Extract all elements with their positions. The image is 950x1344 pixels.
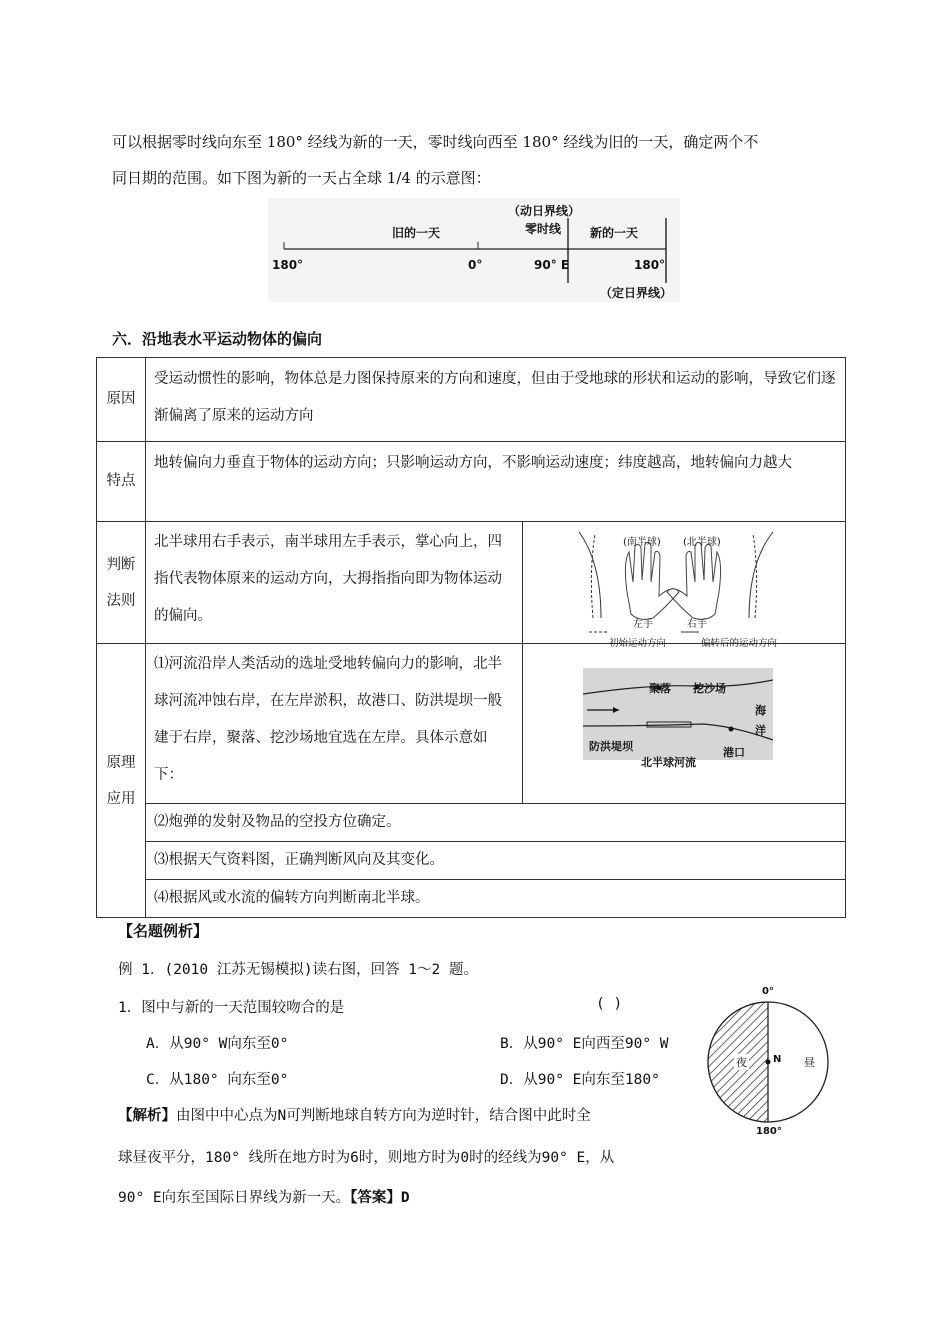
river-figure <box>523 644 833 802</box>
tick-180-right: 180° <box>634 258 666 272</box>
app-2: ⑵炮弹的发射及物品的空投方位确定。 <box>146 804 846 842</box>
option-d: D．从90° E向东至180° <box>500 1072 660 1088</box>
example-intro: 例 1．(2010 江苏无锡模拟)读右图，回答 1～2 题。 <box>118 962 478 978</box>
river-label: 北半球河流 <box>641 756 696 769</box>
initial-direction-label: 初始运动方向 <box>609 638 667 649</box>
analysis-line-2: 球昼夜平分，180° 线所在地方时为6时，则地方时为0时的经线为90° E，从 <box>118 1150 615 1166</box>
analysis-line-3 <box>118 1186 410 1207</box>
sea-label-1: 海 <box>755 704 766 717</box>
sand-label: 挖沙场 <box>693 682 726 695</box>
deflected-direction-label: 偏转后的运动方向 <box>701 638 778 649</box>
analysis-text-1: 由图中中心点为N可判断地球自转方向为逆时针，结合图中此时全 <box>176 1108 591 1124</box>
answer-text: 【答案】D <box>350 1190 410 1206</box>
row-label: 原因 <box>97 358 146 442</box>
river-map <box>583 668 773 769</box>
example-heading: 【名题例析】 <box>118 922 209 940</box>
globe-bottom-label: 180° <box>756 1126 782 1137</box>
hands-figure-cell <box>523 522 846 649</box>
table-row <box>97 880 846 918</box>
right-hand-label: 右手 <box>687 619 707 630</box>
north-label: (北半球) <box>683 537 721 548</box>
row-label <box>97 522 146 644</box>
sea-label-2: 洋 <box>755 724 766 737</box>
row-text: 受运动惯性的影响，物体总是力图保持原来的方向和速度，但由于受地球的形状和运动的影响，导致它们逐渐偏离了原来的运动方向 <box>146 358 846 442</box>
south-label: (南半球) <box>623 537 661 548</box>
settlement-label: 聚落 <box>649 682 671 695</box>
app-4: ⑷根据风或水流的偏转方向判断南北半球。 <box>146 880 846 918</box>
north-pole-dot <box>766 1060 771 1065</box>
new-day-label: 新的一天 <box>590 226 639 240</box>
table-row <box>97 522 846 644</box>
hands-svg <box>523 522 833 640</box>
table-row <box>97 644 846 804</box>
globe-top-label: 0° <box>762 986 774 997</box>
old-day-label: 旧的一天 <box>392 226 441 240</box>
tick-180-left: 180° <box>272 258 304 272</box>
answer-paren: ( ) <box>596 996 623 1012</box>
row-text: 地转偏向力垂直于物体的运动方向；只影响运动方向，不影响运动速度；纬度越高，地转偏向力越大 <box>146 442 846 522</box>
globe-svg <box>700 990 840 1140</box>
river-figure-cell <box>523 644 846 804</box>
section-title: 六．沿地表水平运动物体的偏向 <box>112 330 323 348</box>
tick-90e: 90° E <box>534 258 570 272</box>
app-3: ⑶根据天气资料图，正确判断风向及其变化。 <box>146 842 846 880</box>
option-b: B．从90° E向西至90° W <box>500 1036 669 1052</box>
zero-line-label: 零时线 <box>525 222 562 236</box>
south-initial-arrow <box>591 534 595 618</box>
option-c: C．从180° 向东至0° <box>146 1072 289 1088</box>
row-label <box>97 644 146 918</box>
intro-line-2: 同日期的范围。如下图为新的一天占全球 1/4 的示意图： <box>112 169 491 187</box>
north-deflect-arrow <box>749 532 773 618</box>
port-dot <box>729 727 734 732</box>
analysis-tag: 【解析】 <box>118 1108 176 1124</box>
option-a: A．从90° W向东至0° <box>146 1036 289 1052</box>
deflection-table <box>96 357 846 918</box>
south-deflect-arrow <box>579 532 601 618</box>
table-row <box>97 442 846 522</box>
table-row <box>97 804 846 842</box>
tick-0: 0° <box>468 258 483 272</box>
hands-figure <box>523 522 833 649</box>
fixed-label: （定日界线） <box>600 286 673 300</box>
intro-line-1: 可以根据零时线向东至 180° 经线为新的一天，零时线向西至 180° 经线为旧的一天，确定两个不 <box>112 133 759 151</box>
dateline-diagram <box>268 198 680 302</box>
row-text: ⑴河流沿岸人类活动的选址受地转偏向力的影响，北半球河流冲蚀右岸，在左岸淤积，故港口、防洪堤坝一般建于右岸，聚落、挖沙场地宜选在左岸。具体示意如下： <box>146 644 523 804</box>
port-label: 港口 <box>723 746 745 759</box>
left-hand-label: 左手 <box>633 619 653 630</box>
row-text: 北半球用右手表示，南半球用左手表示，掌心向上，四指代表物体原来的运动方向，大拇指指向即为物体运动的偏向。 <box>146 522 523 644</box>
row-label-text: 原理应用 <box>106 754 136 807</box>
night-label: 夜 <box>736 1056 747 1069</box>
day-label: 昼 <box>804 1056 815 1069</box>
table-row <box>97 842 846 880</box>
table-row <box>97 358 846 442</box>
row-label: 特点 <box>97 442 146 522</box>
question-1: 1．图中与新的一天范围较吻合的是 <box>118 1000 345 1016</box>
river-left-bank <box>583 680 773 694</box>
analysis-text-3: 90° E向东至国际日界线为新一天。 <box>118 1190 351 1206</box>
globe-figure <box>700 986 840 1140</box>
flow-arrow-head <box>613 707 619 713</box>
dynamic-label: （动日界线） <box>508 204 581 218</box>
pole-label: N <box>773 1054 782 1065</box>
row-label-text: 判断法则 <box>106 556 136 609</box>
dam-label: 防洪堤坝 <box>589 740 633 753</box>
analysis-line-1 <box>118 1104 591 1125</box>
